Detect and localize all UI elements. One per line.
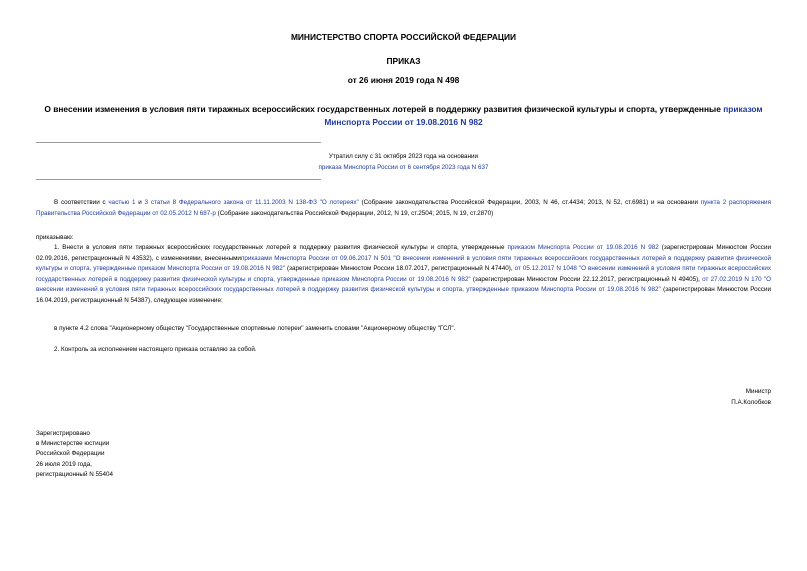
date-number-heading: от 26 июня 2019 года N 498 — [347, 75, 460, 85]
clause-2-paragraph: 2. Контроль за исполнением настоящего приказа оставляю за собой. — [54, 346, 257, 353]
repeal-note-text: Утратил силу с 31 октября 2023 года на основании — [328, 153, 479, 160]
order-982-link[interactable]: приказом Минспорта России от 19.08.2016 N 982 — [507, 244, 659, 251]
registration-line-2: в Министерстве юстиции — [36, 440, 110, 448]
doc-type-heading: ПРИКАЗ — [386, 56, 421, 66]
ministry-heading: МИНИСТЕРСТВО СПОРТА РОССИЙСКОЙ ФЕДЕРАЦИИ — [290, 32, 517, 42]
clause-1-text-5: (зарегистрирован Минюстом России 16.04.2019, регистрационный N 54387), следующее изменение: — [36, 286, 771, 304]
clause-1-text-2: (зарегистрирован Минюстом России 02.09.2016, регистрационный N 43532), с изменениями, внесенными — [36, 244, 771, 262]
repeal-note — [36, 152, 771, 173]
law-article-8-link[interactable]: 3 статьи 8 Федерального закона от 11.11.2003 N 138-ФЗ "О лотереях" — [144, 199, 359, 206]
registration-line-3: Российской Федерации — [36, 450, 105, 458]
government-decree-link[interactable]: пункта 2 распоряжения Правительства Российской Федерации от 02.05.2012 N 687-р — [36, 199, 771, 217]
amendment-paragraph: в пункте 4.2 слова "Акционерному обществу "Государственные спортивные лотереи" заменить словами "Акционерному обществу "ГСЛ". — [54, 325, 456, 332]
registration-line-4: 26 июля 2019 года, — [36, 460, 92, 468]
preamble-text-3: (Собрание законодательства Российской Федерации, 2003, N 46, ст.4434; 2013, N 52, ст.6981) и на основании — [358, 199, 701, 206]
title-text: О внесении изменения в условия пяти тиражных всероссийских государственных лотерей в поддержку развития физической культуры и спорта, утвержденные — [44, 104, 724, 114]
clause-1-text-3: (зарегистрирован Минюстом России 18.07.2017, регистрационный N 47440), — [285, 265, 515, 272]
clause-1-text-1: 1. Внести в условия пяти тиражных всероссийских государственных лотерей в поддержку развития физической культуры и спорта, утвержденные — [54, 244, 508, 251]
divider-bottom — [36, 179, 321, 180]
preamble-paragraph — [36, 198, 771, 219]
order-word: приказываю: — [36, 234, 74, 241]
signer-position: Министр — [745, 388, 771, 395]
registration-line-1: Зарегистрировано — [36, 430, 90, 437]
order-1048-link[interactable]: от 05.12.2017 N 1048 "О внесении изменений в условия пяти тиражных всероссийских государственных лотерей в поддержку развития физической культуры и спорта, утвержденные приказом Минспорта России от 19.08.2016 N 982" — [36, 265, 771, 283]
preamble-text-1: В соответствии с — [54, 199, 109, 206]
divider-top — [36, 142, 321, 143]
preamble-text-4: (Собрание законодательства Российской Федерации, 2012, N 19, ст.2504; 2015, N 19, ст.2870) — [215, 209, 494, 217]
law-part-1-link[interactable]: частью 1 — [108, 199, 136, 206]
repeal-order-link[interactable]: приказа Минспорта России от 6 сентября 2023 года N 637 — [318, 163, 489, 171]
document-title — [36, 103, 771, 128]
registration-line-5: регистрационный N 55404 — [36, 470, 114, 478]
clause-1-paragraph — [36, 243, 771, 306]
registration-block — [36, 429, 113, 480]
clause-1-text-4: (зарегистрирован Минюстом России 22.12.2017, регистрационный N 49405), — [470, 275, 703, 283]
title-order-link[interactable]: приказом Минспорта России от 19.08.2016 N 982 — [324, 104, 763, 127]
preamble-text-2: и — [135, 199, 145, 206]
signer-name: П.А.Колобков — [731, 398, 771, 406]
order-170-link[interactable]: от 27.02.2019 N 170 "О внесении изменений в условия пяти тиражных всероссийских государственных лотерей в поддержку развития физической культуры и спорта, утвержденные приказом Минспорта России от 19.08.2016 N 982" — [36, 275, 771, 293]
signature-block — [731, 387, 771, 408]
order-501-link[interactable]: приказами Минспорта России от 09.06.2017 N 501 "О внесении изменений в условия пяти тиражных всероссийских государственных лотерей в поддержку развития физической культуры и спорта, утвержденные приказом Минспорта России от 19.08.2016 N 982" — [36, 254, 771, 272]
